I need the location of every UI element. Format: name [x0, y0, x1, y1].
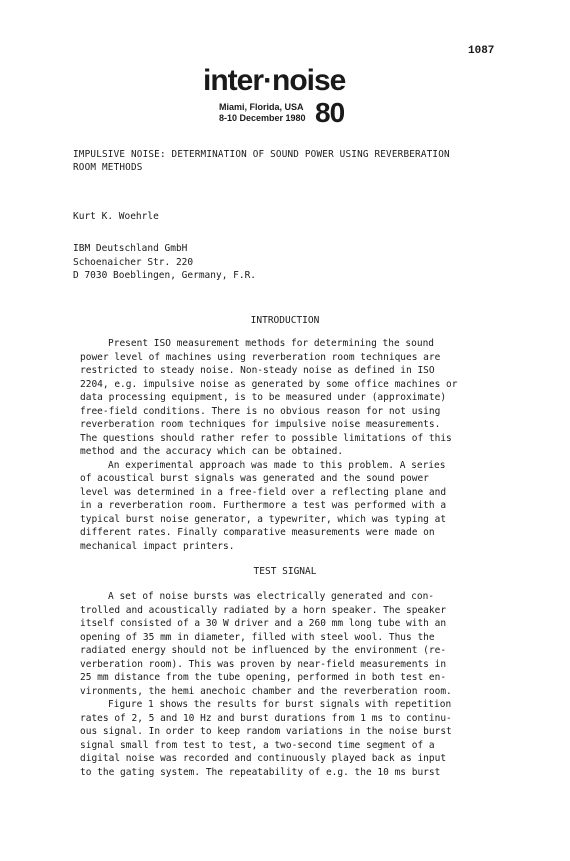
body-line: to the gating system. The repeatability of e.g. the 10 ms burst — [80, 766, 441, 778]
body-line: rates of 2, 5 and 10 Hz and burst durations from 1 ms to continu- — [80, 712, 452, 724]
paper-title — [73, 148, 503, 174]
body-line: verberation room). This was proven by near-field measurements in — [80, 658, 447, 670]
body-line: vironments, the hemi anechoic chamber and the reverberation room. — [80, 685, 452, 697]
body-line: 2204, e.g. impulsive noise as generated by some office machines or — [80, 378, 458, 390]
logo-location: Miami, Florida, USA — [219, 102, 304, 112]
title-line: IMPULSIVE NOISE: DETERMINATION OF SOUND POWER USING REVERBERATION — [73, 149, 450, 160]
body-line: The questions should rather refer to possible limitations of this — [80, 432, 452, 444]
body-line: typical burst noise generator, a typewriter, which was typing at — [80, 513, 447, 525]
body-line: in a reverberation room. Furthermore a test was performed with a — [80, 500, 447, 511]
introduction-body — [80, 337, 490, 553]
body-line: radiated energy should not be influenced by the environment (re- — [80, 645, 447, 656]
body-line: restricted to steady noise. Non-steady noise as defined in ISO — [80, 365, 435, 376]
test-signal-body — [80, 590, 490, 779]
body-line: free-field conditions. There is no obvious reason for not using — [80, 405, 441, 417]
address-line: IBM Deutschland GmbH — [73, 243, 188, 254]
body-line: digital noise was recorded and continuously played back as input — [80, 753, 447, 764]
body-line: ous signal. In order to keep random variations in the noise burst — [80, 726, 452, 737]
author-address — [73, 242, 256, 283]
body-line: mechanical impact printers. — [80, 540, 235, 552]
body-line: level was determined in a free-field over a reflecting plane and — [80, 486, 447, 498]
body-line: A set of noise bursts was electrically generated and con- — [108, 591, 435, 602]
conference-logo — [203, 64, 363, 128]
body-line: reverberation room techniques for impulsive noise measurements. — [80, 419, 441, 430]
body-line: 25 mm distance from the tube opening, performed in both test en- — [80, 672, 447, 683]
logo-wordmark: inter·noise — [203, 64, 346, 97]
page-number: 1087 — [468, 45, 495, 57]
address-line: D 7030 Boeblingen, Germany, F.R. — [73, 270, 257, 281]
author-name: Kurt K. Woehrle — [73, 211, 159, 222]
body-line: Figure 1 shows the results for burst signals with repetition — [108, 699, 452, 710]
address-line: Schoenaicher Str. 220 — [73, 256, 194, 268]
body-line: trolled and acoustically radiated by a horn speaker. The speaker — [80, 604, 447, 616]
body-line: power level of machines using reverberation room techniques are — [80, 351, 441, 363]
body-line: different rates. Finally comparative measurements were made on — [80, 527, 435, 538]
logo-dates: 8-10 December 1980 — [219, 113, 306, 123]
body-line: data processing equipment, is to be measured under (approximate) — [80, 392, 447, 403]
body-line: signal small from test to test, a two-second time segment of a — [80, 739, 435, 751]
body-line: An experimental approach was made to this problem. A series — [108, 459, 446, 471]
title-line: ROOM METHODS — [73, 162, 143, 173]
body-line: itself consisted of a 30 W driver and a 260 mm long tube with an — [80, 618, 447, 629]
body-line: of acoustical burst signals was generated and the sound power — [80, 473, 429, 484]
body-line: opening of 35 mm in diameter, filled with steel wool. Thus the — [80, 631, 435, 643]
body-line: method and the accuracy which can be obtained. — [80, 446, 344, 457]
logo-year: 80 — [315, 97, 345, 128]
section-heading-introduction: INTRODUCTION — [250, 315, 320, 326]
body-line: Present ISO measurement methods for determining the sound — [108, 338, 435, 349]
section-heading-test-signal: TEST SIGNAL — [253, 566, 317, 577]
